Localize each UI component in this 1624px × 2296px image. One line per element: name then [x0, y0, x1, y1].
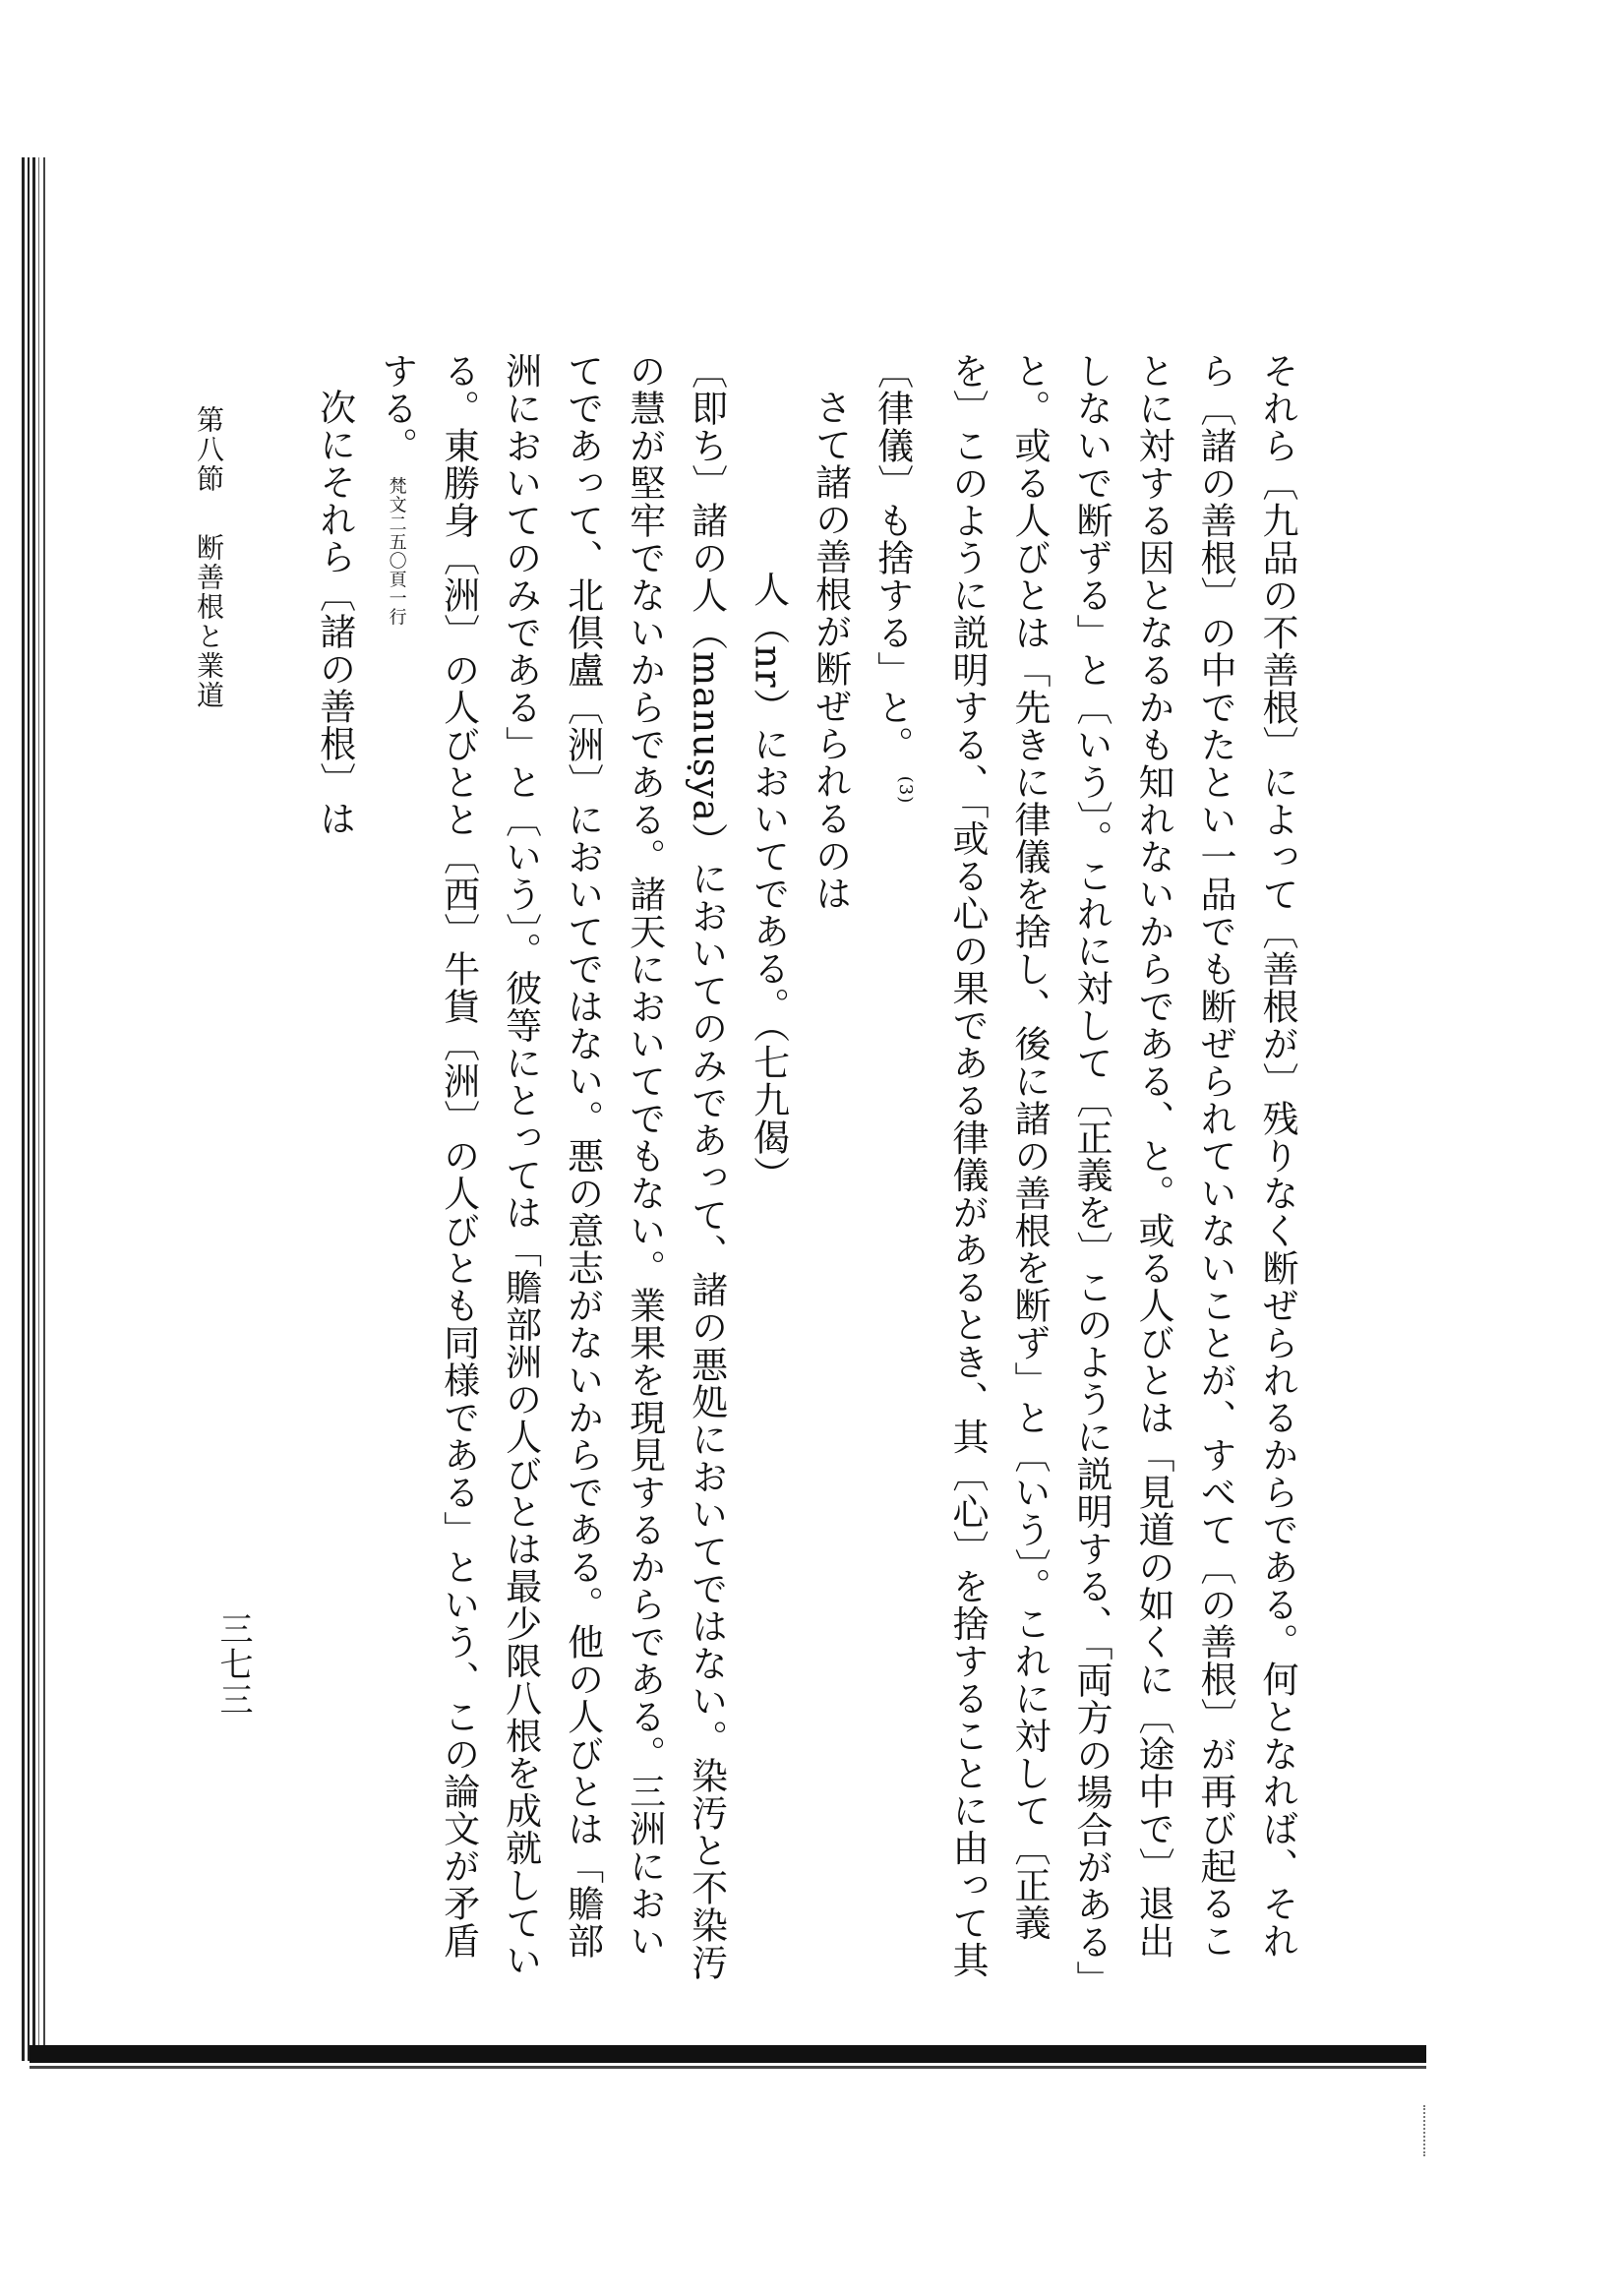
- verse-line: 人（nr）においてである。（七九偈）: [747, 571, 790, 1194]
- paragraph-1: [862, 352, 1308, 1985]
- source-note: 梵文二五〇頁一行: [386, 476, 407, 627]
- section-title: 断善根と業道: [193, 533, 225, 710]
- section-label: 第八節: [193, 405, 225, 494]
- paragraph-4: 次にそれら〔諸の善根〕は: [313, 389, 356, 837]
- book-binding-edge: [22, 157, 49, 2061]
- paragraph-1-text: それら〔九品の不善根〕によって〔善根が〕残りなく断ぜられるからである。何となれば、それら〔諸の善根〕の中でたとい一品でも断ぜられていないことが、すべて〔の善根〕が再び起ることに対する因となるかも知れないからである、と。或る人びとは「見道の如くに〔途中で〕退出しないで断ずる」と〔いう〕。これに対して〔正義を〕このように説明する、「両方の場合がある」と。或る人びとは「先きに律儀を捨し、後に諸の善根を断ず」と〔いう〕。これに対して〔正義を〕このように説明する、「或る心の果である律儀があるとき、其〔心〕を捨することに由って其〔律儀〕も捨する」と。: [871, 352, 1298, 1980]
- paragraph-3-text: 〔即ち〕諸の人（manuṣya）においてのみであって、諸の悪処においてではない。染汚と不染汚の慧が堅牢でないからである。諸天においてでもない。業果を現見するからである。三洲においてであって、北倶盧〔洲〕においてではない。悪の意志がないからである。他の人びとは「贍部洲においてのみである」と〔いう〕。彼等にとっては「贍部洲の人びとは最少限八根を成就している。東勝身〔洲〕の人びとと〔西〕牛貨〔洲〕の人びとも同様である」という、この論文が矛盾する。: [375, 352, 728, 1981]
- main-text: [313, 352, 1308, 1985]
- running-header: [189, 405, 228, 710]
- paragraph-2: さて諸の善根が断ぜられるのは: [809, 389, 852, 912]
- edge-mark: [1423, 2105, 1427, 2156]
- page-bottom-edge-line: [30, 2066, 1426, 2069]
- page-bottom-edge: [30, 2045, 1426, 2063]
- paragraph-3: [366, 352, 738, 1985]
- footnote-marker: (3): [895, 775, 916, 805]
- page-number: 三七三: [213, 1611, 253, 1718]
